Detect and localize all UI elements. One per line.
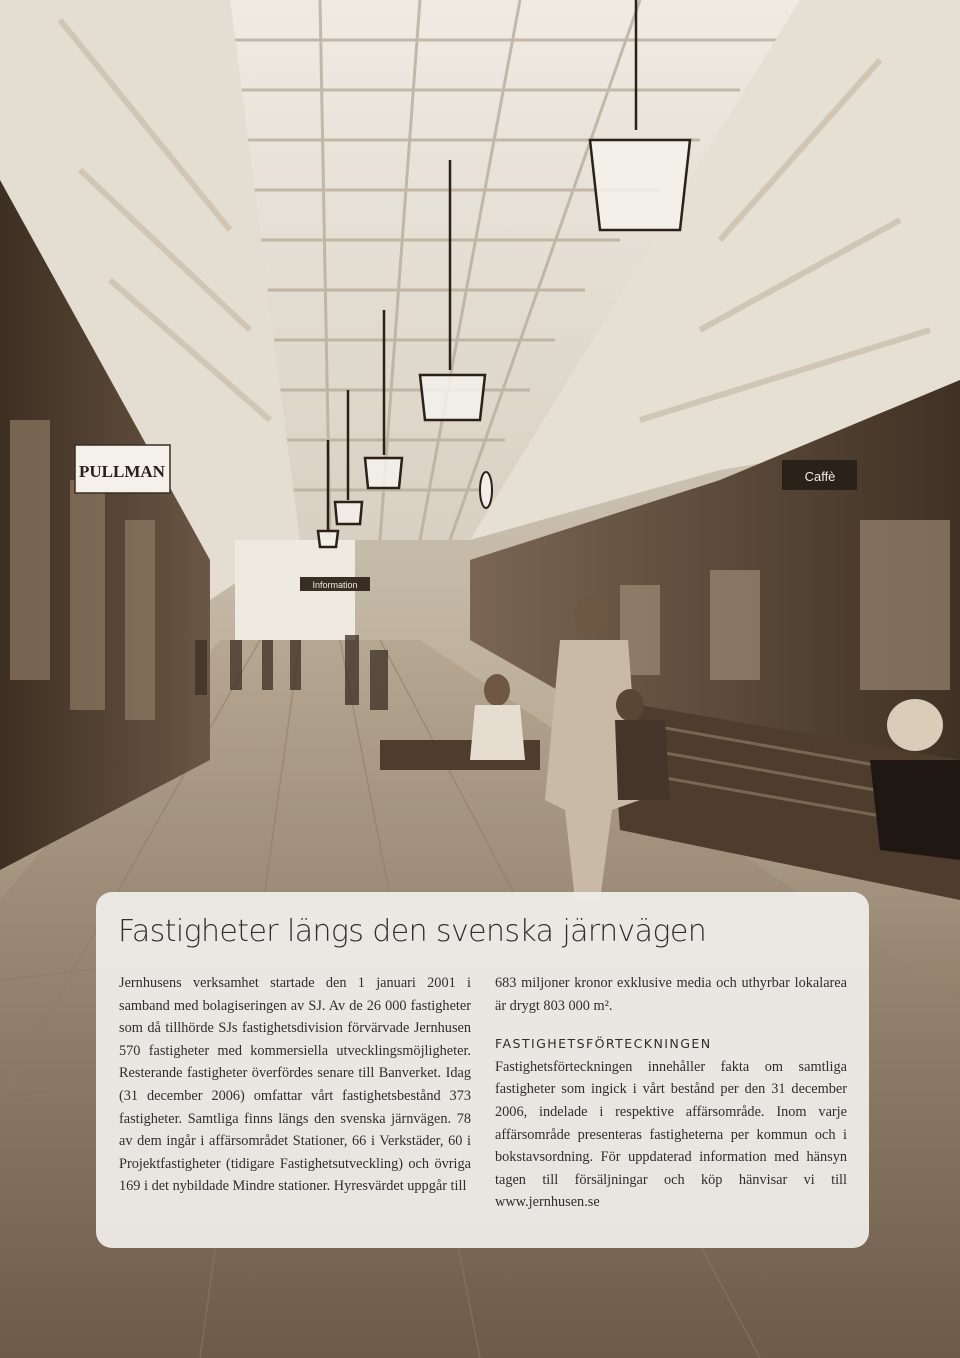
article-panel — [96, 892, 869, 1248]
article-column-right — [495, 972, 847, 1214]
body-text-left: Jernhusens verksamhet startade den 1 januari 2001 i samband med bolagiseringen av SJ. Av de 26 000 fastigheter som då tillhörde SJs fastighetsdivision förvärvade Jernhusen 570 fastigheter med kommersiella utvecklingsmöjligheter. Resterande fastigheter överfördes senare till Banverket. Idag (31 december 2006) omfattar vårt fastighetsbestånd 373 fastigheter. Samtliga finns längs den svenska järnvägen. 78 av dem ingår i affärsområdet Stationer, 66 i Verkstäder, 60 i Projektfastigheter (tidigare Fastighetsutveckling) och övriga 169 i det nybildade Mindre stationer. Hyresvärdet uppgår till — [119, 975, 471, 1195]
section-body-text: Fastighetsförteckningen innehåller fakta om samtliga fastigheter som ingick i vårt bestånd per den 31 december 2006, indelade i respektive affärsområde. Inom varje affärsområde presenteras fastigheterna per kommun och i bokstavsordning. För uppdaterad information med hänsyn tagen till försäljningar och köp hänvisar vi till www.jernhusen.se — [495, 1058, 847, 1211]
body-text-continued: 683 miljoner kronor exklusive media och uthyrbar lokalarea är drygt 803 000 m². — [495, 975, 847, 1014]
article-title: Fastigheter längs den svenska järnvägen — [118, 914, 707, 949]
section-heading: FASTIGHETSFÖRTECKNINGEN — [495, 1036, 712, 1052]
pullman-sign-text: PULLMAN — [79, 462, 165, 481]
information-sign-text: Information — [312, 580, 358, 590]
cafe-sign-text: Caffè — [804, 469, 836, 484]
article-column-left — [119, 972, 471, 1198]
